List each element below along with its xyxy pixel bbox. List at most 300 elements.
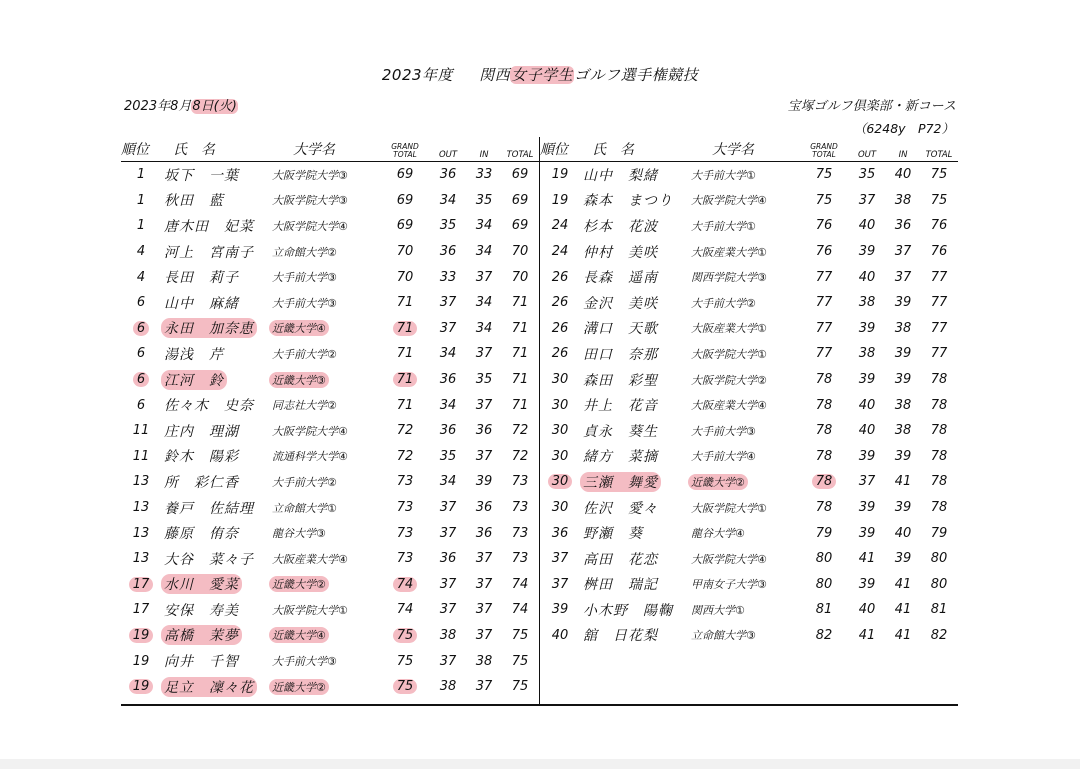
grand-total-cell: 75 bbox=[396, 653, 414, 669]
player-name-cell: 水川 愛菜 bbox=[161, 572, 269, 598]
grand-total-cell: 69 bbox=[396, 218, 414, 234]
rank-cell: 37 bbox=[551, 576, 569, 592]
rank-cell: 30 bbox=[551, 423, 569, 439]
in-cell: 39 bbox=[894, 448, 912, 464]
total-cell: 75 bbox=[511, 679, 529, 695]
total-cell: 77 bbox=[930, 295, 948, 311]
grand-total-cell: 73 bbox=[396, 525, 414, 541]
grand-total-cell: 78 bbox=[815, 423, 833, 439]
university-cell: 近畿大学② bbox=[269, 572, 381, 598]
out-cell: 39 bbox=[858, 576, 876, 592]
results-left-half bbox=[121, 137, 540, 704]
university-cell: 大手前大学③ bbox=[272, 655, 337, 669]
university-cell: 大阪学院大学① bbox=[691, 501, 767, 515]
university-cell: 関西大学① bbox=[691, 603, 745, 617]
grand-total-cell: 71 bbox=[381, 316, 429, 342]
col-total: TOTAL bbox=[501, 137, 539, 162]
out-cell: 38 bbox=[439, 679, 457, 695]
col-name: 氏 名 bbox=[161, 137, 269, 162]
grand-total-cell: 73 bbox=[396, 551, 414, 567]
out-cell: 40 bbox=[858, 397, 876, 413]
rank-cell: 19 bbox=[121, 674, 161, 700]
university-cell: 大手前大学④ bbox=[691, 450, 756, 464]
in-cell: 38 bbox=[894, 397, 912, 413]
table-row bbox=[121, 316, 539, 342]
rank-cell: 17 bbox=[132, 602, 150, 618]
university-cell: 立命館大学③ bbox=[691, 629, 756, 643]
player-name-cell: 高橋 茉夢 bbox=[161, 623, 269, 649]
grand-total-cell: 81 bbox=[815, 602, 833, 618]
total-cell: 78 bbox=[930, 372, 948, 388]
university-cell: 大阪学院大学④ bbox=[272, 219, 348, 233]
grand-total-cell: 77 bbox=[815, 269, 833, 285]
player-name-cell: 森田 彩聖 bbox=[583, 372, 658, 389]
grand-total-cell: 80 bbox=[815, 551, 833, 567]
in-cell: 38 bbox=[475, 653, 493, 669]
out-cell: 41 bbox=[858, 551, 876, 567]
col-rank: 順位 bbox=[121, 137, 161, 162]
in-cell: 39 bbox=[475, 474, 493, 490]
col-university: 大学名 bbox=[269, 137, 381, 162]
col-in: IN bbox=[467, 137, 501, 162]
in-cell: 37 bbox=[475, 627, 493, 643]
out-cell: 34 bbox=[439, 192, 457, 208]
in-cell: 39 bbox=[894, 295, 912, 311]
rank-cell: 30 bbox=[551, 397, 569, 413]
total-cell: 75 bbox=[930, 167, 948, 183]
grand-total-cell: 78 bbox=[815, 372, 833, 388]
player-name-cell: 湯浅 芹 bbox=[164, 346, 224, 363]
out-cell: 34 bbox=[439, 346, 457, 362]
out-cell: 37 bbox=[439, 295, 457, 311]
date-highlight: 8日(火) bbox=[192, 99, 237, 114]
out-cell: 36 bbox=[439, 372, 457, 388]
table-row bbox=[540, 546, 958, 572]
table-row bbox=[540, 213, 958, 239]
player-name-cell: 河上 宮南子 bbox=[164, 244, 254, 261]
university-cell: 大阪学院大学② bbox=[691, 373, 767, 387]
university-cell: 関西学院大学③ bbox=[691, 271, 767, 285]
rank-cell: 30 bbox=[551, 448, 569, 464]
table-row bbox=[121, 162, 539, 188]
document-title bbox=[0, 64, 1080, 85]
in-cell: 37 bbox=[475, 551, 493, 567]
university-cell: 立命館大学① bbox=[272, 501, 337, 515]
player-name-cell: 佐々木 史奈 bbox=[164, 398, 254, 415]
table-row bbox=[540, 162, 958, 188]
grand-total-cell: 77 bbox=[815, 320, 833, 336]
rank-cell: 6 bbox=[136, 295, 146, 311]
title-prefix: 関西 bbox=[479, 66, 511, 84]
grand-total-cell: 71 bbox=[381, 367, 429, 393]
out-cell: 33 bbox=[439, 269, 457, 285]
total-cell: 77 bbox=[930, 269, 948, 285]
in-cell: 37 bbox=[475, 448, 493, 464]
out-cell: 38 bbox=[858, 346, 876, 362]
grand-total-cell: 78 bbox=[800, 469, 848, 495]
total-cell: 79 bbox=[930, 525, 948, 541]
out-cell: 35 bbox=[439, 218, 457, 234]
rank-cell: 13 bbox=[132, 500, 150, 516]
out-cell: 37 bbox=[858, 474, 876, 490]
university-cell: 近畿大学② bbox=[269, 674, 381, 700]
university-cell: 大阪学院大学④ bbox=[691, 194, 767, 208]
university-cell: 同志社大学② bbox=[272, 399, 337, 413]
grand-total-cell: 76 bbox=[815, 218, 833, 234]
col-rank: 順位 bbox=[540, 137, 580, 162]
player-name-cell: 藤原 侑奈 bbox=[164, 526, 239, 543]
table-row bbox=[540, 623, 958, 649]
table-row bbox=[121, 572, 539, 598]
out-cell: 39 bbox=[858, 500, 876, 516]
rank-cell: 30 bbox=[540, 469, 580, 495]
table-row bbox=[121, 623, 539, 649]
col-grand-total: GRAND TOTAL bbox=[800, 137, 848, 162]
in-cell: 34 bbox=[475, 244, 493, 260]
rank-cell: 26 bbox=[551, 320, 569, 336]
table-row bbox=[540, 367, 958, 393]
rank-cell: 19 bbox=[132, 653, 150, 669]
out-cell: 39 bbox=[858, 320, 876, 336]
university-cell: 龍谷大学③ bbox=[272, 527, 326, 541]
university-cell: 大手前大学② bbox=[272, 347, 337, 361]
grand-total-cell: 71 bbox=[396, 346, 414, 362]
out-cell: 37 bbox=[439, 653, 457, 669]
total-cell: 75 bbox=[511, 627, 529, 643]
university-cell: 大手前大学③ bbox=[691, 424, 756, 438]
university-cell: 大阪学院大学④ bbox=[691, 552, 767, 566]
col-out: OUT bbox=[848, 137, 886, 162]
total-cell: 76 bbox=[930, 244, 948, 260]
date-prefix: 2023年8月 bbox=[124, 99, 192, 114]
table-row bbox=[121, 213, 539, 239]
course-info: （6248y P72） bbox=[853, 121, 954, 136]
results-right-half bbox=[540, 137, 958, 704]
out-cell: 34 bbox=[439, 397, 457, 413]
player-name-cell: 貞永 葵生 bbox=[583, 423, 658, 440]
player-name-cell: 永田 加奈恵 bbox=[161, 316, 269, 342]
grand-total-cell: 78 bbox=[815, 500, 833, 516]
total-cell: 69 bbox=[511, 192, 529, 208]
in-cell: 34 bbox=[475, 218, 493, 234]
out-cell: 35 bbox=[439, 448, 457, 464]
university-cell: 流通科学大学④ bbox=[272, 450, 348, 464]
player-name-cell: 庄内 理湖 bbox=[164, 423, 239, 440]
in-cell: 36 bbox=[475, 423, 493, 439]
out-cell: 36 bbox=[439, 167, 457, 183]
total-cell: 73 bbox=[511, 551, 529, 567]
col-name: 氏 名 bbox=[580, 137, 688, 162]
player-name-cell: 養戸 佐結理 bbox=[164, 500, 254, 517]
rank-cell: 39 bbox=[551, 602, 569, 618]
table-row bbox=[540, 239, 958, 265]
player-name-cell: 三瀬 舞愛 bbox=[580, 469, 688, 495]
rank-cell: 30 bbox=[551, 500, 569, 516]
rank-cell: 30 bbox=[551, 372, 569, 388]
grand-total-cell: 76 bbox=[815, 244, 833, 260]
rank-cell: 4 bbox=[136, 269, 146, 285]
rank-cell: 19 bbox=[551, 192, 569, 208]
grand-total-cell: 78 bbox=[815, 397, 833, 413]
header-row bbox=[540, 137, 958, 162]
out-cell: 37 bbox=[439, 500, 457, 516]
in-cell: 38 bbox=[894, 423, 912, 439]
results-tables bbox=[121, 137, 958, 706]
out-cell: 39 bbox=[858, 448, 876, 464]
total-cell: 78 bbox=[930, 500, 948, 516]
out-cell: 36 bbox=[439, 551, 457, 567]
col-university: 大学名 bbox=[688, 137, 800, 162]
in-cell: 38 bbox=[894, 192, 912, 208]
player-name-cell: 緒方 菜摘 bbox=[583, 449, 658, 466]
player-name-cell: 秋田 藍 bbox=[164, 193, 224, 210]
player-name-cell: 山中 麻緒 bbox=[164, 295, 239, 312]
table-row bbox=[121, 188, 539, 214]
out-cell: 40 bbox=[858, 218, 876, 234]
in-cell: 40 bbox=[894, 167, 912, 183]
table-row bbox=[121, 290, 539, 316]
total-cell: 73 bbox=[511, 525, 529, 541]
player-name-cell: 森本 まつり bbox=[583, 193, 673, 210]
grand-total-cell: 70 bbox=[396, 269, 414, 285]
rank-cell: 6 bbox=[121, 316, 161, 342]
total-cell: 71 bbox=[511, 295, 529, 311]
grand-total-cell: 75 bbox=[381, 623, 429, 649]
in-cell: 41 bbox=[894, 627, 912, 643]
grand-total-cell: 74 bbox=[381, 572, 429, 598]
table-row bbox=[121, 418, 539, 444]
total-cell: 73 bbox=[511, 474, 529, 490]
out-cell: 35 bbox=[858, 167, 876, 183]
player-name-cell: 小木野 陽鞠 bbox=[583, 602, 673, 619]
in-cell: 37 bbox=[475, 269, 493, 285]
rank-cell: 1 bbox=[136, 218, 146, 234]
title-highlight: 女子学生 bbox=[511, 66, 574, 84]
player-name-cell: 金沢 美咲 bbox=[583, 295, 658, 312]
rank-cell: 13 bbox=[132, 474, 150, 490]
page-footer-band bbox=[0, 759, 1080, 769]
grand-total-cell: 72 bbox=[396, 423, 414, 439]
out-cell: 40 bbox=[858, 423, 876, 439]
university-cell: 大阪学院大学① bbox=[272, 603, 348, 617]
grand-total-cell: 69 bbox=[396, 167, 414, 183]
table-row bbox=[540, 392, 958, 418]
university-cell: 大阪学院大学④ bbox=[272, 424, 348, 438]
in-cell: 41 bbox=[894, 474, 912, 490]
in-cell: 36 bbox=[894, 218, 912, 234]
grand-total-cell: 72 bbox=[396, 448, 414, 464]
grand-total-cell: 69 bbox=[396, 192, 414, 208]
player-name-cell: 佐沢 愛々 bbox=[583, 500, 658, 517]
player-name-cell: 所 彩仁香 bbox=[164, 474, 239, 491]
in-cell: 38 bbox=[894, 320, 912, 336]
in-cell: 37 bbox=[475, 346, 493, 362]
player-name-cell: 桝田 瑞記 bbox=[583, 577, 658, 594]
rank-cell: 19 bbox=[121, 623, 161, 649]
grand-total-cell: 73 bbox=[396, 474, 414, 490]
table-row bbox=[121, 239, 539, 265]
table-row bbox=[121, 648, 539, 674]
table-row bbox=[121, 597, 539, 623]
total-cell: 72 bbox=[511, 448, 529, 464]
total-cell: 80 bbox=[930, 576, 948, 592]
table-row bbox=[540, 597, 958, 623]
grand-total-cell: 80 bbox=[815, 576, 833, 592]
rank-cell: 13 bbox=[132, 551, 150, 567]
in-cell: 33 bbox=[475, 167, 493, 183]
in-cell: 35 bbox=[475, 192, 493, 208]
player-name-cell: 坂下 一葉 bbox=[164, 167, 239, 184]
table-row bbox=[540, 290, 958, 316]
university-cell: 大手前大学③ bbox=[272, 271, 337, 285]
university-cell: 大阪産業大学① bbox=[691, 245, 767, 259]
player-name-cell: 唐木田 妃菜 bbox=[164, 218, 254, 235]
player-name-cell: 井上 花音 bbox=[583, 398, 658, 415]
in-cell: 39 bbox=[894, 346, 912, 362]
rank-cell: 24 bbox=[551, 244, 569, 260]
player-name-cell: 野瀬 葵 bbox=[583, 526, 643, 543]
player-name-cell: 長森 遥南 bbox=[583, 270, 658, 287]
player-name-cell: 高田 花恋 bbox=[583, 551, 658, 568]
header-row bbox=[121, 137, 539, 162]
university-cell: 近畿大学④ bbox=[269, 316, 381, 342]
player-name-cell: 大谷 菜々子 bbox=[164, 551, 254, 568]
out-cell: 38 bbox=[439, 627, 457, 643]
results-table-right bbox=[540, 137, 958, 648]
col-out: OUT bbox=[429, 137, 467, 162]
total-cell: 76 bbox=[930, 218, 948, 234]
in-cell: 37 bbox=[475, 602, 493, 618]
table-row bbox=[540, 520, 958, 546]
player-name-cell: 長田 莉子 bbox=[164, 270, 239, 287]
total-cell: 77 bbox=[930, 346, 948, 362]
total-cell: 70 bbox=[511, 269, 529, 285]
rank-cell: 13 bbox=[132, 525, 150, 541]
table-row bbox=[540, 188, 958, 214]
university-cell: 近畿大学④ bbox=[269, 623, 381, 649]
table-row bbox=[121, 341, 539, 367]
grand-total-cell: 82 bbox=[815, 627, 833, 643]
table-row bbox=[121, 469, 539, 495]
university-cell: 大阪産業大学④ bbox=[272, 552, 348, 566]
total-cell: 71 bbox=[511, 346, 529, 362]
university-cell: 龍谷大学④ bbox=[691, 527, 745, 541]
total-cell: 82 bbox=[930, 627, 948, 643]
in-cell: 37 bbox=[475, 576, 493, 592]
player-name-cell: 杉本 花波 bbox=[583, 218, 658, 235]
table-row bbox=[121, 264, 539, 290]
in-cell: 40 bbox=[894, 525, 912, 541]
university-cell: 大手前大学② bbox=[691, 296, 756, 310]
rank-cell: 1 bbox=[136, 192, 146, 208]
university-cell: 甲南女子大学③ bbox=[691, 578, 767, 592]
grand-total-cell: 77 bbox=[815, 295, 833, 311]
out-cell: 39 bbox=[858, 525, 876, 541]
university-cell: 大阪学院大学③ bbox=[272, 168, 348, 182]
rank-cell: 6 bbox=[136, 346, 146, 362]
in-cell: 39 bbox=[894, 500, 912, 516]
table-row bbox=[121, 674, 539, 700]
out-cell: 38 bbox=[858, 295, 876, 311]
grand-total-cell: 78 bbox=[815, 448, 833, 464]
grand-total-cell: 75 bbox=[381, 674, 429, 700]
in-cell: 39 bbox=[894, 551, 912, 567]
table-row bbox=[121, 520, 539, 546]
university-cell: 大手前大学① bbox=[691, 219, 756, 233]
out-cell: 37 bbox=[858, 192, 876, 208]
out-cell: 40 bbox=[858, 602, 876, 618]
total-cell: 74 bbox=[511, 602, 529, 618]
rank-cell: 36 bbox=[551, 525, 569, 541]
in-cell: 37 bbox=[894, 244, 912, 260]
university-cell: 大阪学院大学③ bbox=[272, 194, 348, 208]
university-cell: 立命館大学② bbox=[272, 245, 337, 259]
total-cell: 81 bbox=[930, 602, 948, 618]
university-cell: 大阪産業大学① bbox=[691, 322, 767, 336]
table-row bbox=[121, 444, 539, 470]
grand-total-cell: 77 bbox=[815, 346, 833, 362]
table-row bbox=[540, 316, 958, 342]
title-year: 2023年度 bbox=[381, 66, 454, 84]
rank-cell: 1 bbox=[136, 167, 146, 183]
out-cell: 36 bbox=[439, 244, 457, 260]
rank-cell: 6 bbox=[136, 397, 146, 413]
rank-cell: 26 bbox=[551, 295, 569, 311]
total-cell: 78 bbox=[930, 474, 948, 490]
total-cell: 77 bbox=[930, 320, 948, 336]
total-cell: 75 bbox=[930, 192, 948, 208]
table-row bbox=[121, 392, 539, 418]
title-suffix: ゴルフ選手権競技 bbox=[574, 66, 699, 84]
out-cell: 39 bbox=[858, 244, 876, 260]
venue-name: 宝塚ゴルフ倶楽部・新コース bbox=[787, 99, 956, 114]
total-cell: 69 bbox=[511, 167, 529, 183]
grand-total-cell: 79 bbox=[815, 525, 833, 541]
out-cell: 37 bbox=[439, 320, 457, 336]
grand-total-cell: 71 bbox=[396, 397, 414, 413]
grand-total-cell: 75 bbox=[815, 192, 833, 208]
table-row bbox=[540, 572, 958, 598]
university-cell: 大手前大学② bbox=[272, 475, 337, 489]
total-cell: 72 bbox=[511, 423, 529, 439]
rank-cell: 4 bbox=[136, 244, 146, 260]
out-cell: 39 bbox=[858, 372, 876, 388]
total-cell: 75 bbox=[511, 653, 529, 669]
rank-cell: 40 bbox=[551, 627, 569, 643]
rank-cell: 26 bbox=[551, 346, 569, 362]
out-cell: 37 bbox=[439, 576, 457, 592]
in-cell: 39 bbox=[894, 372, 912, 388]
university-cell: 近畿大学② bbox=[688, 469, 800, 495]
player-name-cell: 仲村 美咲 bbox=[583, 244, 658, 261]
col-in: IN bbox=[886, 137, 920, 162]
table-row bbox=[121, 367, 539, 393]
in-cell: 37 bbox=[894, 269, 912, 285]
university-cell: 大手前大学① bbox=[691, 168, 756, 182]
player-name-cell: 舘 日花梨 bbox=[583, 628, 658, 645]
results-table-left bbox=[121, 137, 539, 699]
total-cell: 74 bbox=[511, 576, 529, 592]
rank-cell: 11 bbox=[132, 448, 150, 464]
player-name-cell: 江河 鈴 bbox=[161, 367, 269, 393]
table-row bbox=[540, 495, 958, 521]
total-cell: 71 bbox=[511, 397, 529, 413]
out-cell: 36 bbox=[439, 423, 457, 439]
out-cell: 40 bbox=[858, 269, 876, 285]
grand-total-cell: 73 bbox=[396, 500, 414, 516]
total-cell: 78 bbox=[930, 448, 948, 464]
player-name-cell: 田口 奈那 bbox=[583, 346, 658, 363]
